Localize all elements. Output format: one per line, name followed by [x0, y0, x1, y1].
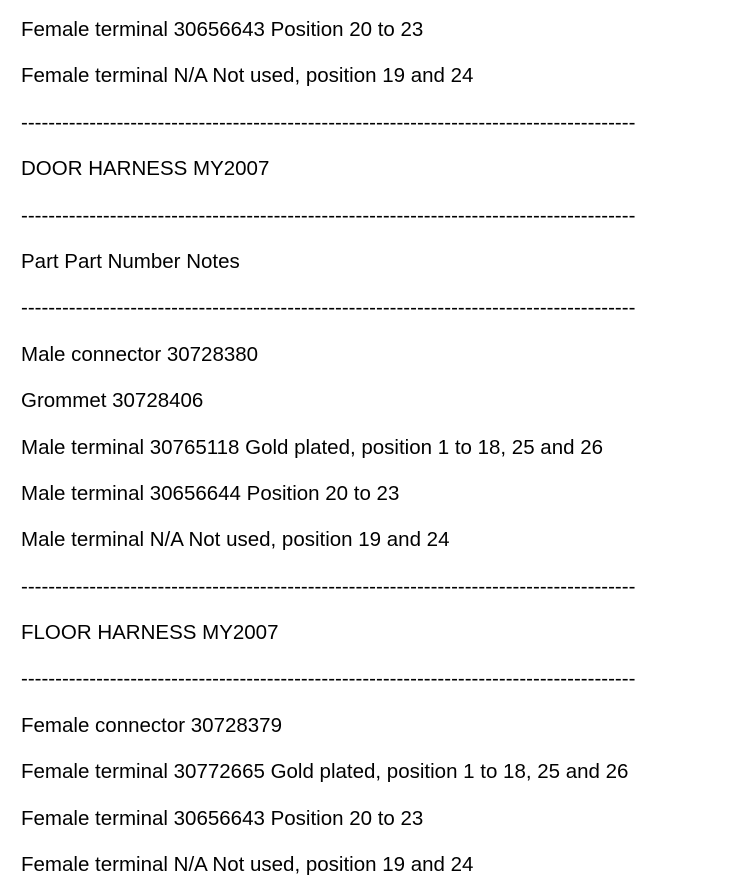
text-line: Female connector 30728379 — [21, 713, 282, 737]
column-header-line: Part Part Number Notes — [21, 249, 240, 273]
text-line: Female terminal N/A Not used, position 19 and 24 — [21, 853, 474, 877]
separator-rule: ------------------------------------------------------------------------------------------ — [21, 667, 636, 691]
separator-rule: ------------------------------------------------------------------------------------------ — [21, 110, 636, 134]
section-heading: DOOR HARNESS MY2007 — [21, 157, 270, 181]
text-line: Male terminal 30765118 Gold plated, position 1 to 18, 25 and 26 — [21, 435, 603, 459]
text-line: Male terminal N/A Not used, position 19 and 24 — [21, 528, 450, 552]
text-line: Grommet 30728406 — [21, 389, 204, 413]
section-heading: FLOOR HARNESS MY2007 — [21, 621, 279, 645]
separator-rule: ------------------------------------------------------------------------------------------ — [21, 203, 636, 227]
document-body — [0, 14, 752, 895]
text-line: Female terminal N/A Not used, position 19 and 24 — [21, 64, 474, 88]
text-line: Male connector 30728380 — [21, 342, 259, 366]
text-line: Female terminal 30656643 Position 20 to 23 — [21, 806, 424, 830]
separator-rule: ------------------------------------------------------------------------------------------ — [21, 296, 636, 320]
text-line: Female terminal 30772665 Gold plated, position 1 to 18, 25 and 26 — [21, 760, 629, 784]
text-line: Female terminal 30656643 Position 20 to 23 — [21, 18, 424, 41]
text-line: Male terminal 30656644 Position 20 to 23 — [21, 481, 400, 505]
separator-rule: ------------------------------------------------------------------------------------------ — [21, 574, 636, 598]
